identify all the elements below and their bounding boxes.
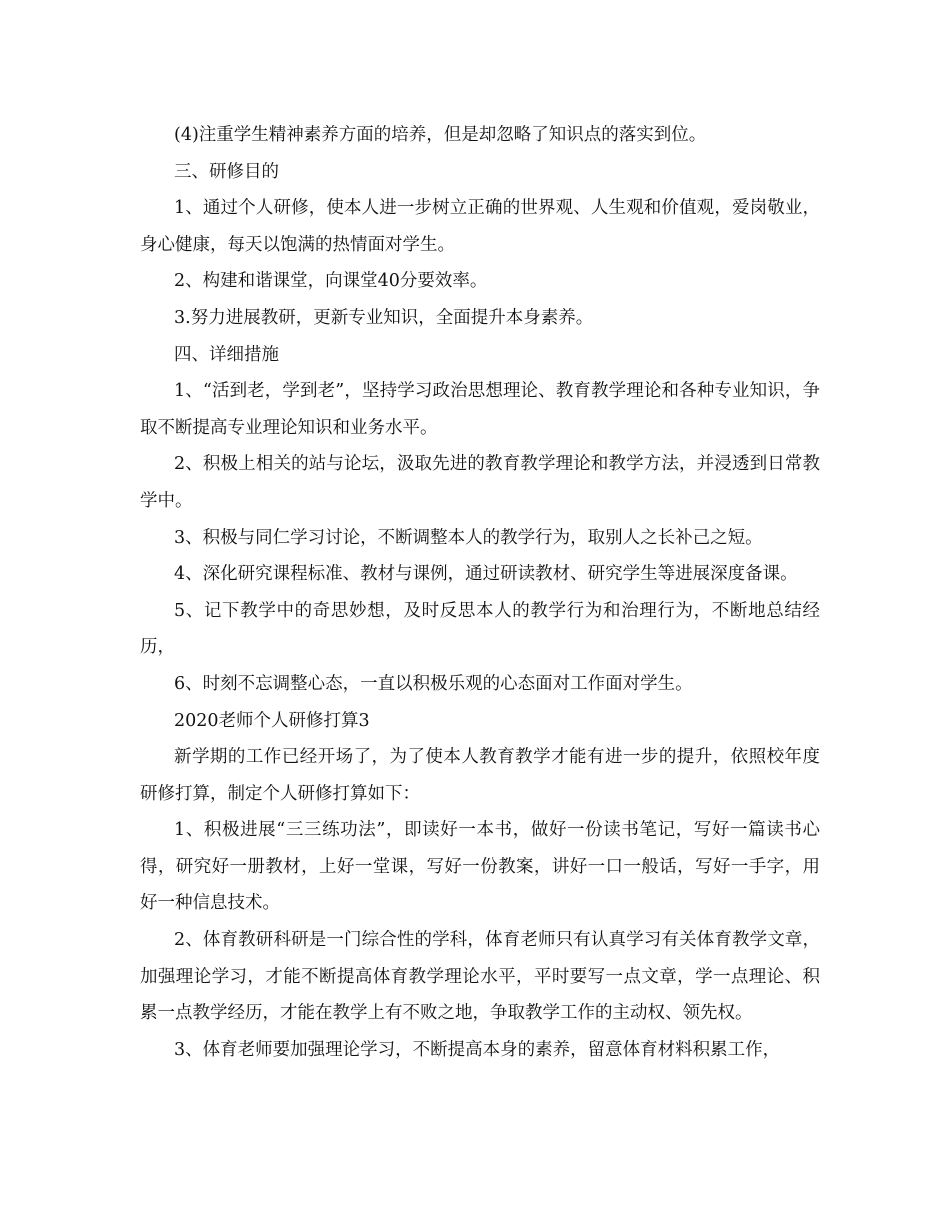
- paragraph-11: 5、记下教学中的奇思妙想，及时反思本人的教学行为和治理行为，不断地总结经历，: [140, 600, 820, 658]
- section-heading-measures: 四、详细措施: [174, 344, 279, 365]
- section-heading-research-goals: 三、研修目的: [174, 161, 279, 182]
- paragraph-16: 2、体育教研科研是一门综合性的学科，体育老师只有认真学习有关体育教学文章，加强理论学习，才能不断提高体育教学理论水平，平时要写一点文章，学一点理论、积累一点教学经历，才能在教学上有不败之地，争取教学工作的主动权、领先权。: [140, 930, 820, 1024]
- paragraph-10: 4、深化研究课程标准、教材与课例，通过研读教材、研究学生等进展深度备课。: [174, 564, 798, 585]
- paragraph-15: 1、积极进展“三三练功法”，即读好一本书，做好一份读书笔记，写好一篇读书心得，研究好一册教材，上好一堂课，写好一份教案，讲好一口一般话，写好一手字，用好一种信息技术。: [140, 820, 820, 914]
- paragraph-12: 6、时刻不忘调整心态，一直以积极乐观的心态面对工作面对学生。: [174, 673, 693, 694]
- paragraph-8: 2、积极上相关的站与论坛，汲取先进的教育教学理论和教学方法，并浸透到日常教学中。: [140, 454, 820, 511]
- paragraph-3: 1、通过个人研修，使本人进一步树立正确的世界观、人生观和价值观，爱岗敬业，身心健康，每天以饱满的热情面对学生。: [140, 198, 820, 255]
- paragraph-9: 3、积极与同仁学习讨论，不断调整本人的教学行为，取别人之长补己之短。: [174, 527, 763, 548]
- section-title-plan-3: 2020老师个人研修打算3: [174, 710, 370, 731]
- paragraph-4: 2、构建和谐课堂，向课堂40分要效率。: [174, 271, 488, 292]
- paragraph-17: 3、体育老师要加强理论学习，不断提高本身的素养，留意体育材料积累工作，: [174, 1039, 781, 1060]
- document-body: [140, 117, 820, 1068]
- paragraph-1: (4)注重学生精神素养方面的培养，但是却忽略了知识点的落实到位。: [174, 125, 707, 145]
- paragraph-14: 新学期的工作已经开场了，为了使本人教育教学才能有进一步的提升，依照校年度研修打算，制定个人研修打算如下：: [140, 747, 820, 804]
- paragraph-7: 1、“活到老，学到老”，坚持学习政治思想理论、教育教学理论和各种专业知识，争取不断提高专业理论知识和业务水平。: [140, 381, 820, 438]
- paragraph-5: 3.努力进展教研，更新专业知识，全面提升本身素养。: [174, 307, 594, 328]
